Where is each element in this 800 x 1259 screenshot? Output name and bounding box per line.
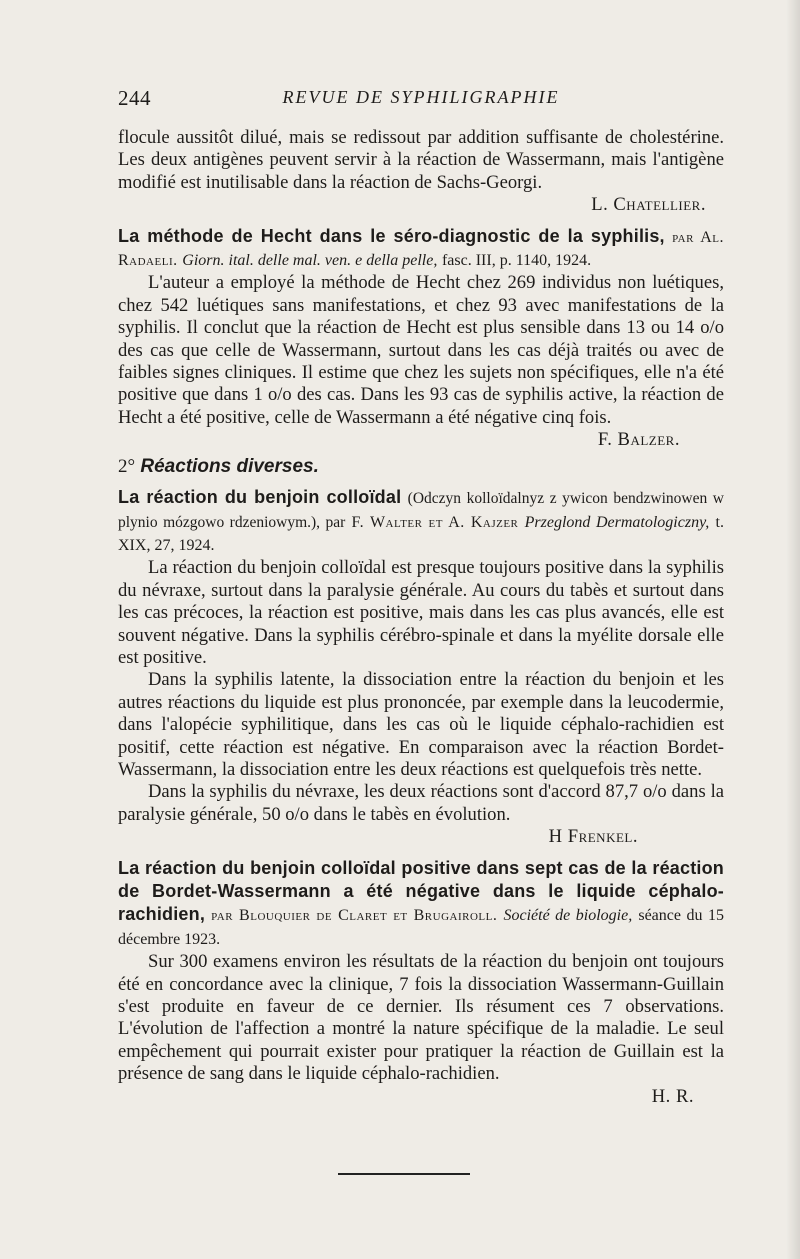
article-title: La réaction du benjoin colloïdal (118, 487, 402, 508)
page-body (118, 127, 724, 1108)
article-citation: t. XIX, 27, 1924. (118, 513, 724, 554)
article-title: La méthode de Hecht dans le séro-diagnostic de la syphilis, (118, 225, 665, 246)
continued-paragraph: flocule aussitôt dilué, mais se redissout par addition suffisante de cholestérine. Les deux antigènes peuvent servir à la réaction de Wassermann, mais l'antigène modifié est inutilisable dans la réaction de Sachs-Georgi. (118, 127, 724, 193)
page-header (118, 86, 724, 112)
section-number: 2° (118, 455, 136, 477)
article-dissociation-heading (118, 857, 724, 952)
article-body: L'auteur a employé la méthode de Hecht chez 269 individus non luétiques, chez 542 luétiques sans manifestations, et chez 93 avec manifestations de la syphilis. Il conclut que la réaction de Hecht est plus sensible dans 13 ou 14 o/o des cas que celle de Wassermann, surtout dans les cas déjà traités ou avec de faibles signes cliniques. Il estime que chez les sujets non spécifiques, elle n'a été positive que dans 1 o/o des cas. Dans les 93 cas de syphilis active, la réaction de Hecht a été positive, celle de Wassermann a été négative cinq fois. (118, 272, 724, 428)
article-authors: F. Walter et A. Kajzer (351, 513, 519, 531)
article-journal: Giorn. ital. delle mal. ven. e della pelle, (182, 252, 438, 270)
article-paragraph: Dans la syphilis du névraxe, les deux réactions sont d'accord 87,7 o/o dans la paralysie générale, 50 o/o dans le tabès en évolution. (118, 781, 724, 825)
article-benjoin-heading (118, 486, 724, 557)
page-number: 244 (118, 86, 151, 110)
article-body: Sur 300 examens environ les résultats de la réaction du benjoin ont toujours été en concordance avec la clinique, 7 fois la dissociation Wassermann-Guillain s'est produite en faveur de ce dernier. Ils résument ces 7 observations. L'évolution de l'affection a montré la nature spécifique de la maladie. Le seul empêchement qui pourrait exister pour pratiquer la réaction de Guillain est la présence de sang dans le liquide céphalo-rachidien. (118, 951, 724, 1085)
article-original-title: (Odczyn kolloïdalnyz z ywicon bendzwinowen w plynio mózgowo rdzeniowym.), par (118, 490, 725, 531)
running-title: REVUE DE SYPHILIGRAPHIE (282, 87, 560, 107)
signature-chatellier: L. Chatellier. (591, 194, 706, 216)
section-title: Réactions diverses. (140, 455, 319, 477)
article-journal: Société de biologie, (503, 907, 633, 925)
article-paragraph: Dans la syphilis latente, la dissociation entre la réaction du benjoin et les autres réactions du liquide est plus prononcée, par exemple dans la leucodermie, dans l'alopécie syphilitique, dans les cas où le liquide céphalo-rachidien est positif, cette réaction est négative. En comparaison avec la réaction Bordet-Wassermann, la dissociation entre les deux réactions est quelquefois très nette. (118, 669, 724, 780)
article-citation: séance du 15 décembre 1923. (118, 907, 724, 948)
section-heading (118, 456, 724, 478)
article-title: La réaction du benjoin colloïdal positive dans sept cas de la réaction de Bordet-Wassermann a été négative dans le liquide céphalo-rachidien, (118, 857, 724, 925)
page-edge-shadow (786, 0, 800, 1259)
article-citation: fasc. III, p. 1140, 1924. (441, 252, 592, 270)
signature-balzer: F. Balzer. (597, 429, 680, 451)
article-hecht-heading (118, 225, 724, 273)
signature-hr: H. R. (651, 1085, 694, 1107)
article-paragraph: La réaction du benjoin colloïdal est presque toujours positive dans la syphilis du névraxe, surtout dans la paralysie générale. Au cours du tabès et surtout dans les cas précoces, la réaction est positive, mais dans les cas plus avancés, elle est souvent négative. Dans la syphilis cérébro-spinale et dans la myélite dorsale elle est positive. (118, 557, 724, 668)
signature-frenkel: H Frenkel. (548, 826, 638, 848)
article-author: par Al. Radaeli. (118, 228, 724, 270)
article-authors: par Blouquier de Claret et Brugairoll. (211, 907, 498, 925)
end-rule-divider (338, 1173, 470, 1175)
article-journal: Przeglond Dermatologiczny, (524, 513, 710, 531)
